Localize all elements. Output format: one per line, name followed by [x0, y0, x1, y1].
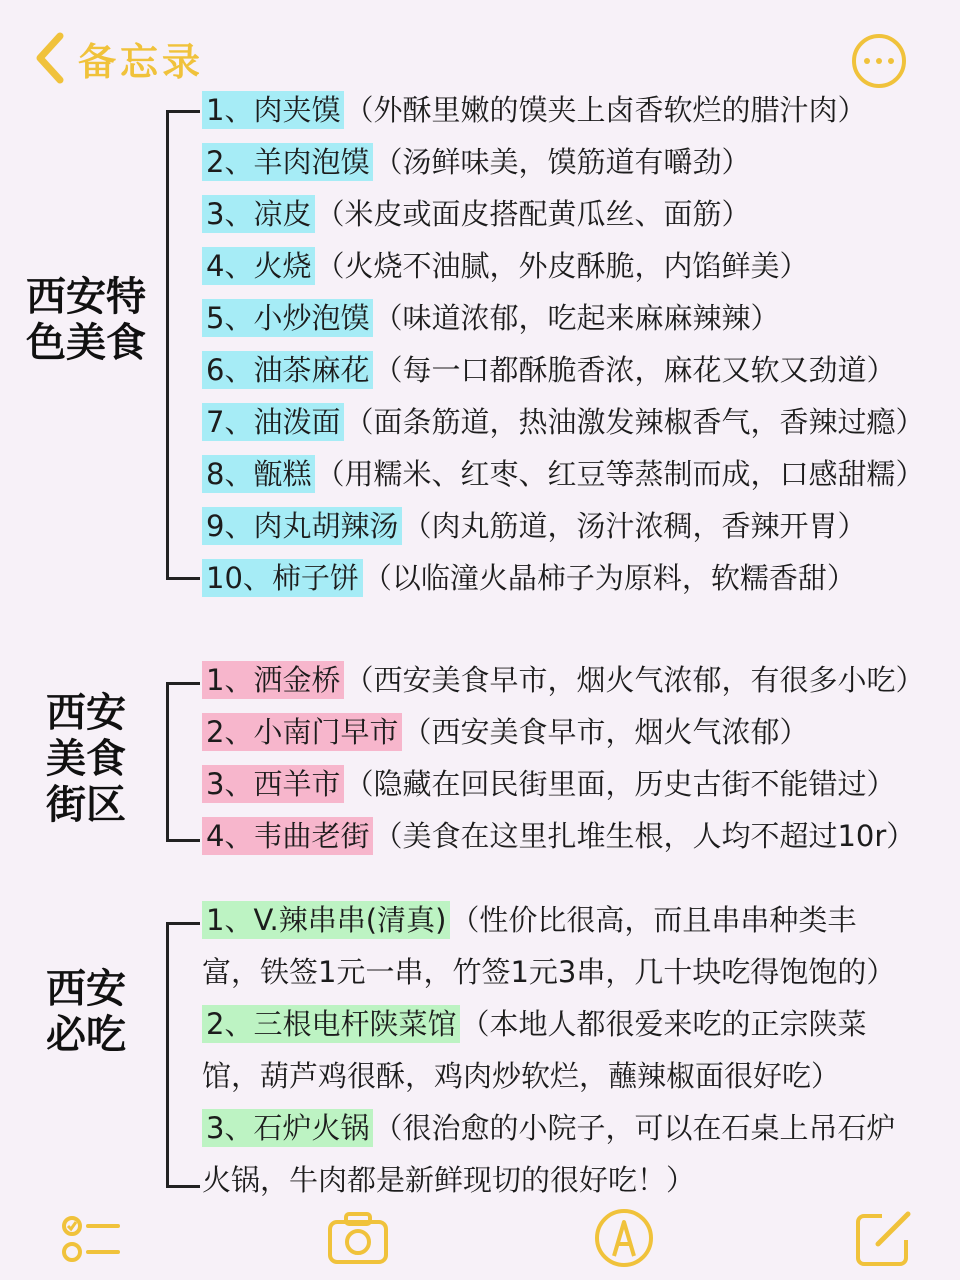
- item-list: [202, 894, 895, 1206]
- item-desc: （本地人都很爱来吃的正宗陕菜: [460, 1007, 867, 1041]
- item-name: 9、肉丸胡辣汤: [202, 507, 402, 545]
- list-item: [202, 344, 924, 396]
- markup-button[interactable]: [592, 1206, 656, 1270]
- item-desc: （火烧不油腻，外皮酥脆，内馅鲜美）: [315, 249, 809, 283]
- item-name: 10、柿子饼: [202, 559, 363, 597]
- list-item: [202, 1102, 895, 1154]
- list-item: [202, 552, 924, 604]
- item-name: 3、凉皮: [202, 195, 315, 233]
- item-name: 4、韦曲老街: [202, 817, 373, 855]
- item-name: 1、洒金桥: [202, 661, 344, 699]
- item-name: 3、石炉火锅: [202, 1109, 373, 1147]
- list-item: [202, 84, 924, 136]
- item-list: [202, 84, 924, 604]
- item-name: 6、油茶麻花: [202, 351, 373, 389]
- item-name: 8、甑糕: [202, 455, 315, 493]
- item-desc: （很治愈的小院子，可以在石桌上吊石炉: [373, 1111, 896, 1145]
- checklist-icon: [58, 1206, 122, 1270]
- section-label: 西安 美食 街区: [46, 690, 126, 828]
- item-desc: （面条筋道，热油激发辣椒香气，香辣过瘾）: [344, 405, 925, 439]
- page-title: 备忘录: [78, 39, 205, 84]
- bracket-line: [166, 110, 200, 580]
- compose-icon: [852, 1206, 916, 1270]
- item-desc: （米皮或面皮搭配黄瓜丝、面筋）: [315, 197, 751, 231]
- item-desc: （汤鲜味美，馍筋道有嚼劲）: [373, 145, 751, 179]
- more-button[interactable]: [852, 34, 906, 88]
- item-name: 3、西羊市: [202, 765, 344, 803]
- item-desc: （用糯米、红枣、红豆等蒸制而成，口感甜糯）: [315, 457, 925, 491]
- section-xian-specialties: [0, 84, 960, 614]
- list-item: [202, 810, 924, 862]
- item-desc: （肉丸筋道，汤汁浓稠，香辣开胃）: [402, 509, 867, 543]
- list-item: [202, 500, 924, 552]
- camera-icon: [326, 1206, 390, 1270]
- list-item-continuation: 火锅，牛肉都是新鲜现切的很好吃！）: [202, 1163, 696, 1197]
- ellipsis-circle-icon: [864, 58, 870, 64]
- item-desc: （性价比很高，而且串串种类丰: [450, 903, 857, 937]
- camera-button[interactable]: [326, 1206, 390, 1270]
- list-item: [202, 240, 924, 292]
- list-item: [202, 292, 924, 344]
- item-desc: （西安美食早市，烟火气浓郁）: [402, 715, 809, 749]
- compose-button[interactable]: [852, 1206, 916, 1270]
- list-item: [202, 894, 895, 946]
- bracket-line: [166, 922, 200, 1188]
- list-item: [202, 758, 924, 810]
- list-item: [202, 998, 895, 1050]
- list-item: [202, 654, 924, 706]
- list-item-continuation: 馆，葫芦鸡很酥，鸡肉炒软烂，蘸辣椒面很好吃）: [202, 1059, 841, 1093]
- item-desc: （每一口都酥脆香浓，麻花又软又劲道）: [373, 353, 896, 387]
- section-label: 西安 必吃: [46, 966, 126, 1058]
- list-item: [202, 188, 924, 240]
- list-item: [202, 706, 924, 758]
- item-name: 1、肉夹馍: [202, 91, 344, 129]
- item-desc: （外酥里嫩的馍夹上卤香软烂的腊汁肉）: [344, 93, 867, 127]
- item-list: [202, 654, 924, 862]
- item-name: 4、火烧: [202, 247, 315, 285]
- list-item: [202, 448, 924, 500]
- section-label: 西安特 色美食: [26, 274, 146, 366]
- pen-icon: [592, 1206, 656, 1270]
- back-button[interactable]: [30, 30, 204, 86]
- bracket-line: [166, 682, 200, 842]
- item-name: 5、小炒泡馍: [202, 299, 373, 337]
- chevron-left-icon: [30, 30, 70, 86]
- section-food-streets: [0, 654, 960, 864]
- list-item: [202, 396, 924, 448]
- item-desc: （隐藏在回民街里面，历史古街不能错过）: [344, 767, 896, 801]
- item-desc: （西安美食早市，烟火气浓郁，有很多小吃）: [344, 663, 925, 697]
- item-name: 7、油泼面: [202, 403, 344, 441]
- item-desc: （以临潼火晶柿子为原料，软糯香甜）: [362, 561, 856, 595]
- item-name: 2、小南门早市: [202, 713, 402, 751]
- item-name: 1、V.辣串串(清真): [202, 901, 450, 939]
- section-must-eat: [0, 894, 960, 1210]
- list-item: [202, 136, 924, 188]
- checklist-button[interactable]: [58, 1206, 122, 1270]
- item-name: 2、羊肉泡馍: [202, 143, 373, 181]
- item-desc: （美食在这里扎堆生根，人均不超过10r）: [373, 819, 916, 853]
- item-name: 2、三根电杆陕菜馆: [202, 1005, 460, 1043]
- item-desc: （味道浓郁，吃起来麻麻辣辣）: [373, 301, 780, 335]
- bottom-toolbar: [0, 1200, 960, 1280]
- list-item-continuation: 富，铁签1元一串，竹签1元3串，几十块吃得饱饱的）: [202, 955, 896, 989]
